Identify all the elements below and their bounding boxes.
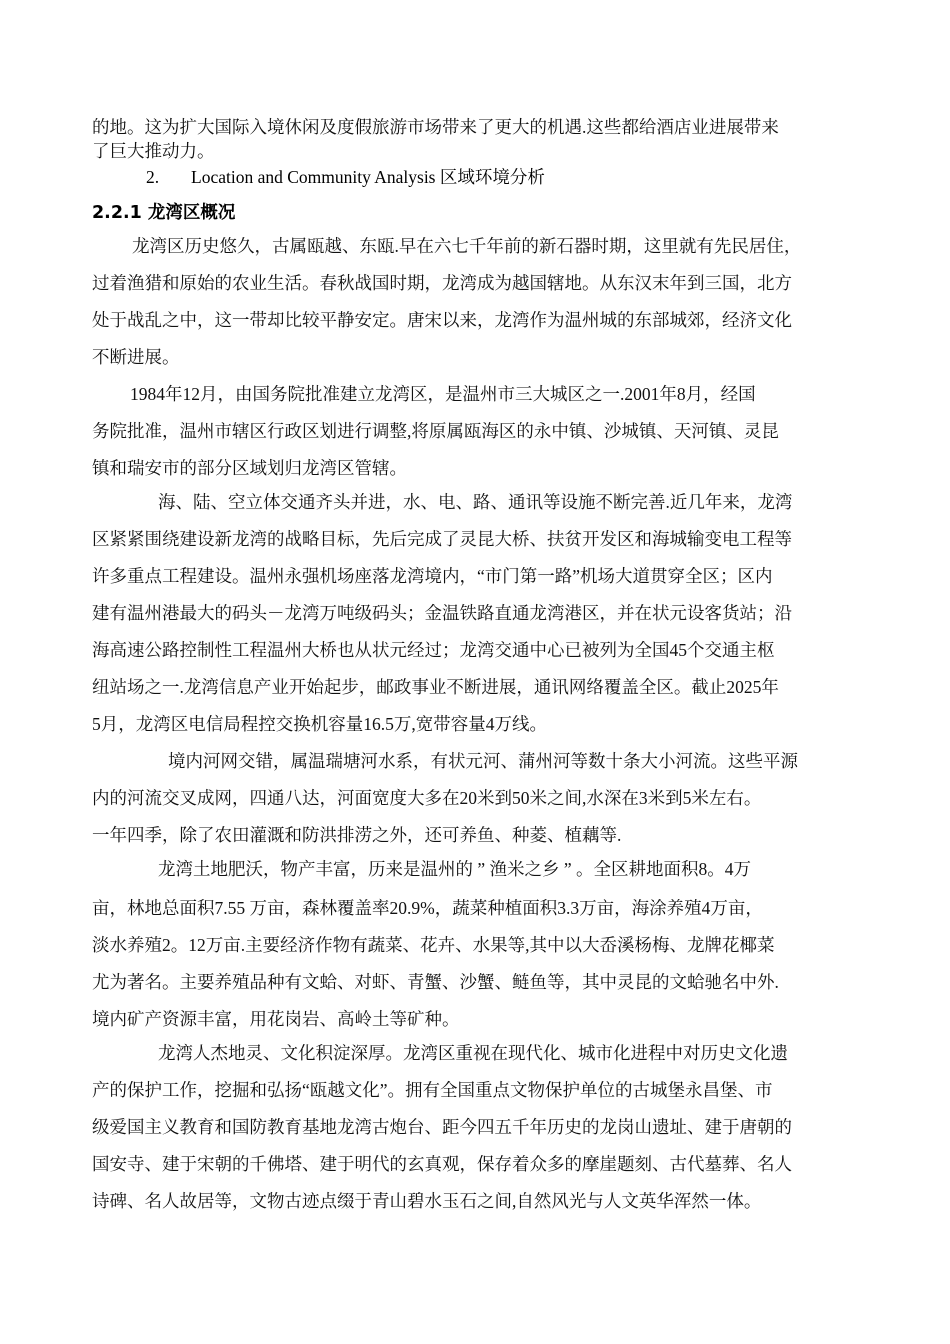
paragraph-line: 务院批准，温州市辖区行政区划进行调整,将原属瓯海区的永中镇、沙城镇、天河镇、灵昆	[92, 421, 779, 441]
paragraph-line: 镇和瑞安市的部分区域划归龙湾区管辖。	[92, 458, 407, 478]
paragraph-line: 内的河流交叉成网，四通八达，河面宽度大多在20米到50米之间,水深在3米到5米左右。	[92, 788, 762, 808]
paragraph-line: 许多重点工程建设。温州永强机场座落龙湾境内，“市门第一路”机场大道贯穿全区；区内	[92, 566, 773, 586]
paragraph-line: 尤为著名。主要养殖品种有文蛤、对虾、青蟹、沙蟹、鲢鱼等，其中灵昆的文蛤驰名中外.	[92, 972, 779, 992]
paragraph-line: 诗碑、名人故居等，文物古迹点缀于青山碧水玉石之间,自然风光与人文英华浑然一体。	[92, 1191, 762, 1211]
paragraph-line: 亩，林地总面积7.55 万亩，森林覆盖率20.9%，蔬菜种植面积3.3万亩，海涂养殖4万亩，	[92, 898, 763, 918]
paragraph-line: 处于战乱之中，这一带却比较平静安定。唐宋以来，龙湾作为温州城的东部城郊，经济文化	[92, 310, 792, 330]
paragraph-line: 级爱国主义教育和国防教育基地龙湾古炮台、距今四五千年历史的龙岗山遗址、建于唐朝的	[92, 1117, 792, 1137]
intro-line: 了巨大推动力。	[92, 141, 215, 161]
paragraph-line: 淡水养殖2。12万亩.主要经济作物有蔬菜、花卉、水果等,其中以大岙溪杨梅、龙牌花椰菜	[92, 935, 775, 955]
paragraph-line: 龙湾人杰地灵、文化积淀深厚。龙湾区重视在现代化、城市化进程中对历史文化遗	[158, 1043, 788, 1063]
paragraph-line: 海高速公路控制性工程温州大桥也从状元经过；龙湾交通中心已被列为全国45个交通主枢	[92, 640, 775, 660]
paragraph-line: 国安寺、建于宋朝的千佛塔、建于明代的玄真观，保存着众多的摩崖题刻、古代墓葬、名人	[92, 1154, 792, 1174]
paragraph-line: 不断进展。	[92, 347, 180, 367]
paragraph-line: 境内矿产资源丰富，用花岗岩、高岭土等矿种。	[92, 1009, 460, 1029]
numbered-heading-number: 2.	[146, 167, 160, 187]
paragraph-line: 区紧紧围绕建设新龙湾的战略目标，先后完成了灵昆大桥、扶贫开发区和海城输变电工程等	[92, 529, 792, 549]
paragraph-line: 过着渔猎和原始的农业生活。春秋战国时期，龙湾成为越国辖地。从东汉末年到三国，北方	[92, 273, 792, 293]
paragraph-line: 建有温州港最大的码头－龙湾万吨级码头；金温铁路直通龙湾港区，并在状元设客货站；沿	[92, 603, 792, 623]
paragraph-line: 境内河网交错，属温瑞塘河水系，有状元河、蒲州河等数十条大小河流。这些平源	[168, 751, 798, 771]
paragraph-line: 1984年12月，由国务院批准建立龙湾区，是温州市三大城区之一.2001年8月，经国	[130, 384, 756, 404]
paragraph-line: 纽站场之一.龙湾信息产业开始起步，邮政事业不断进展，通讯网络覆盖全区。截止2025年	[92, 677, 779, 697]
section-heading: 2.2.1 龙湾区概况	[92, 203, 236, 223]
paragraph-line: 产的保护工作，挖掘和弘扬“瓯越文化”。拥有全国重点文物保护单位的古城堡永昌堡、市	[92, 1080, 773, 1100]
paragraph-line: 龙湾土地肥沃，物产丰富，历来是温州的 ” 渔米之乡 ” 。全区耕地面积8。4万	[158, 859, 752, 879]
paragraph-line: 一年四季，除了农田灌溉和防洪排涝之外，还可养鱼、种菱、植藕等.	[92, 825, 622, 845]
numbered-heading-text: Location and Community Analysis 区域环境分析	[191, 167, 545, 187]
intro-line: 的地。这为扩大国际入境休闲及度假旅游市场带来了更大的机遇.这些都给酒店业进展带来	[92, 117, 779, 137]
paragraph-line: 龙湾区历史悠久，古属瓯越、东瓯.早在六七千年前的新石器时期，这里就有先民居住，	[132, 236, 802, 256]
paragraph-line: 海、陆、空立体交通齐头并进，水、电、路、通讯等设施不断完善.近几年来，龙湾	[158, 492, 793, 512]
paragraph-line: 5月，龙湾区电信局程控交换机容量16.5万,宽带容量4万线。	[92, 714, 547, 734]
